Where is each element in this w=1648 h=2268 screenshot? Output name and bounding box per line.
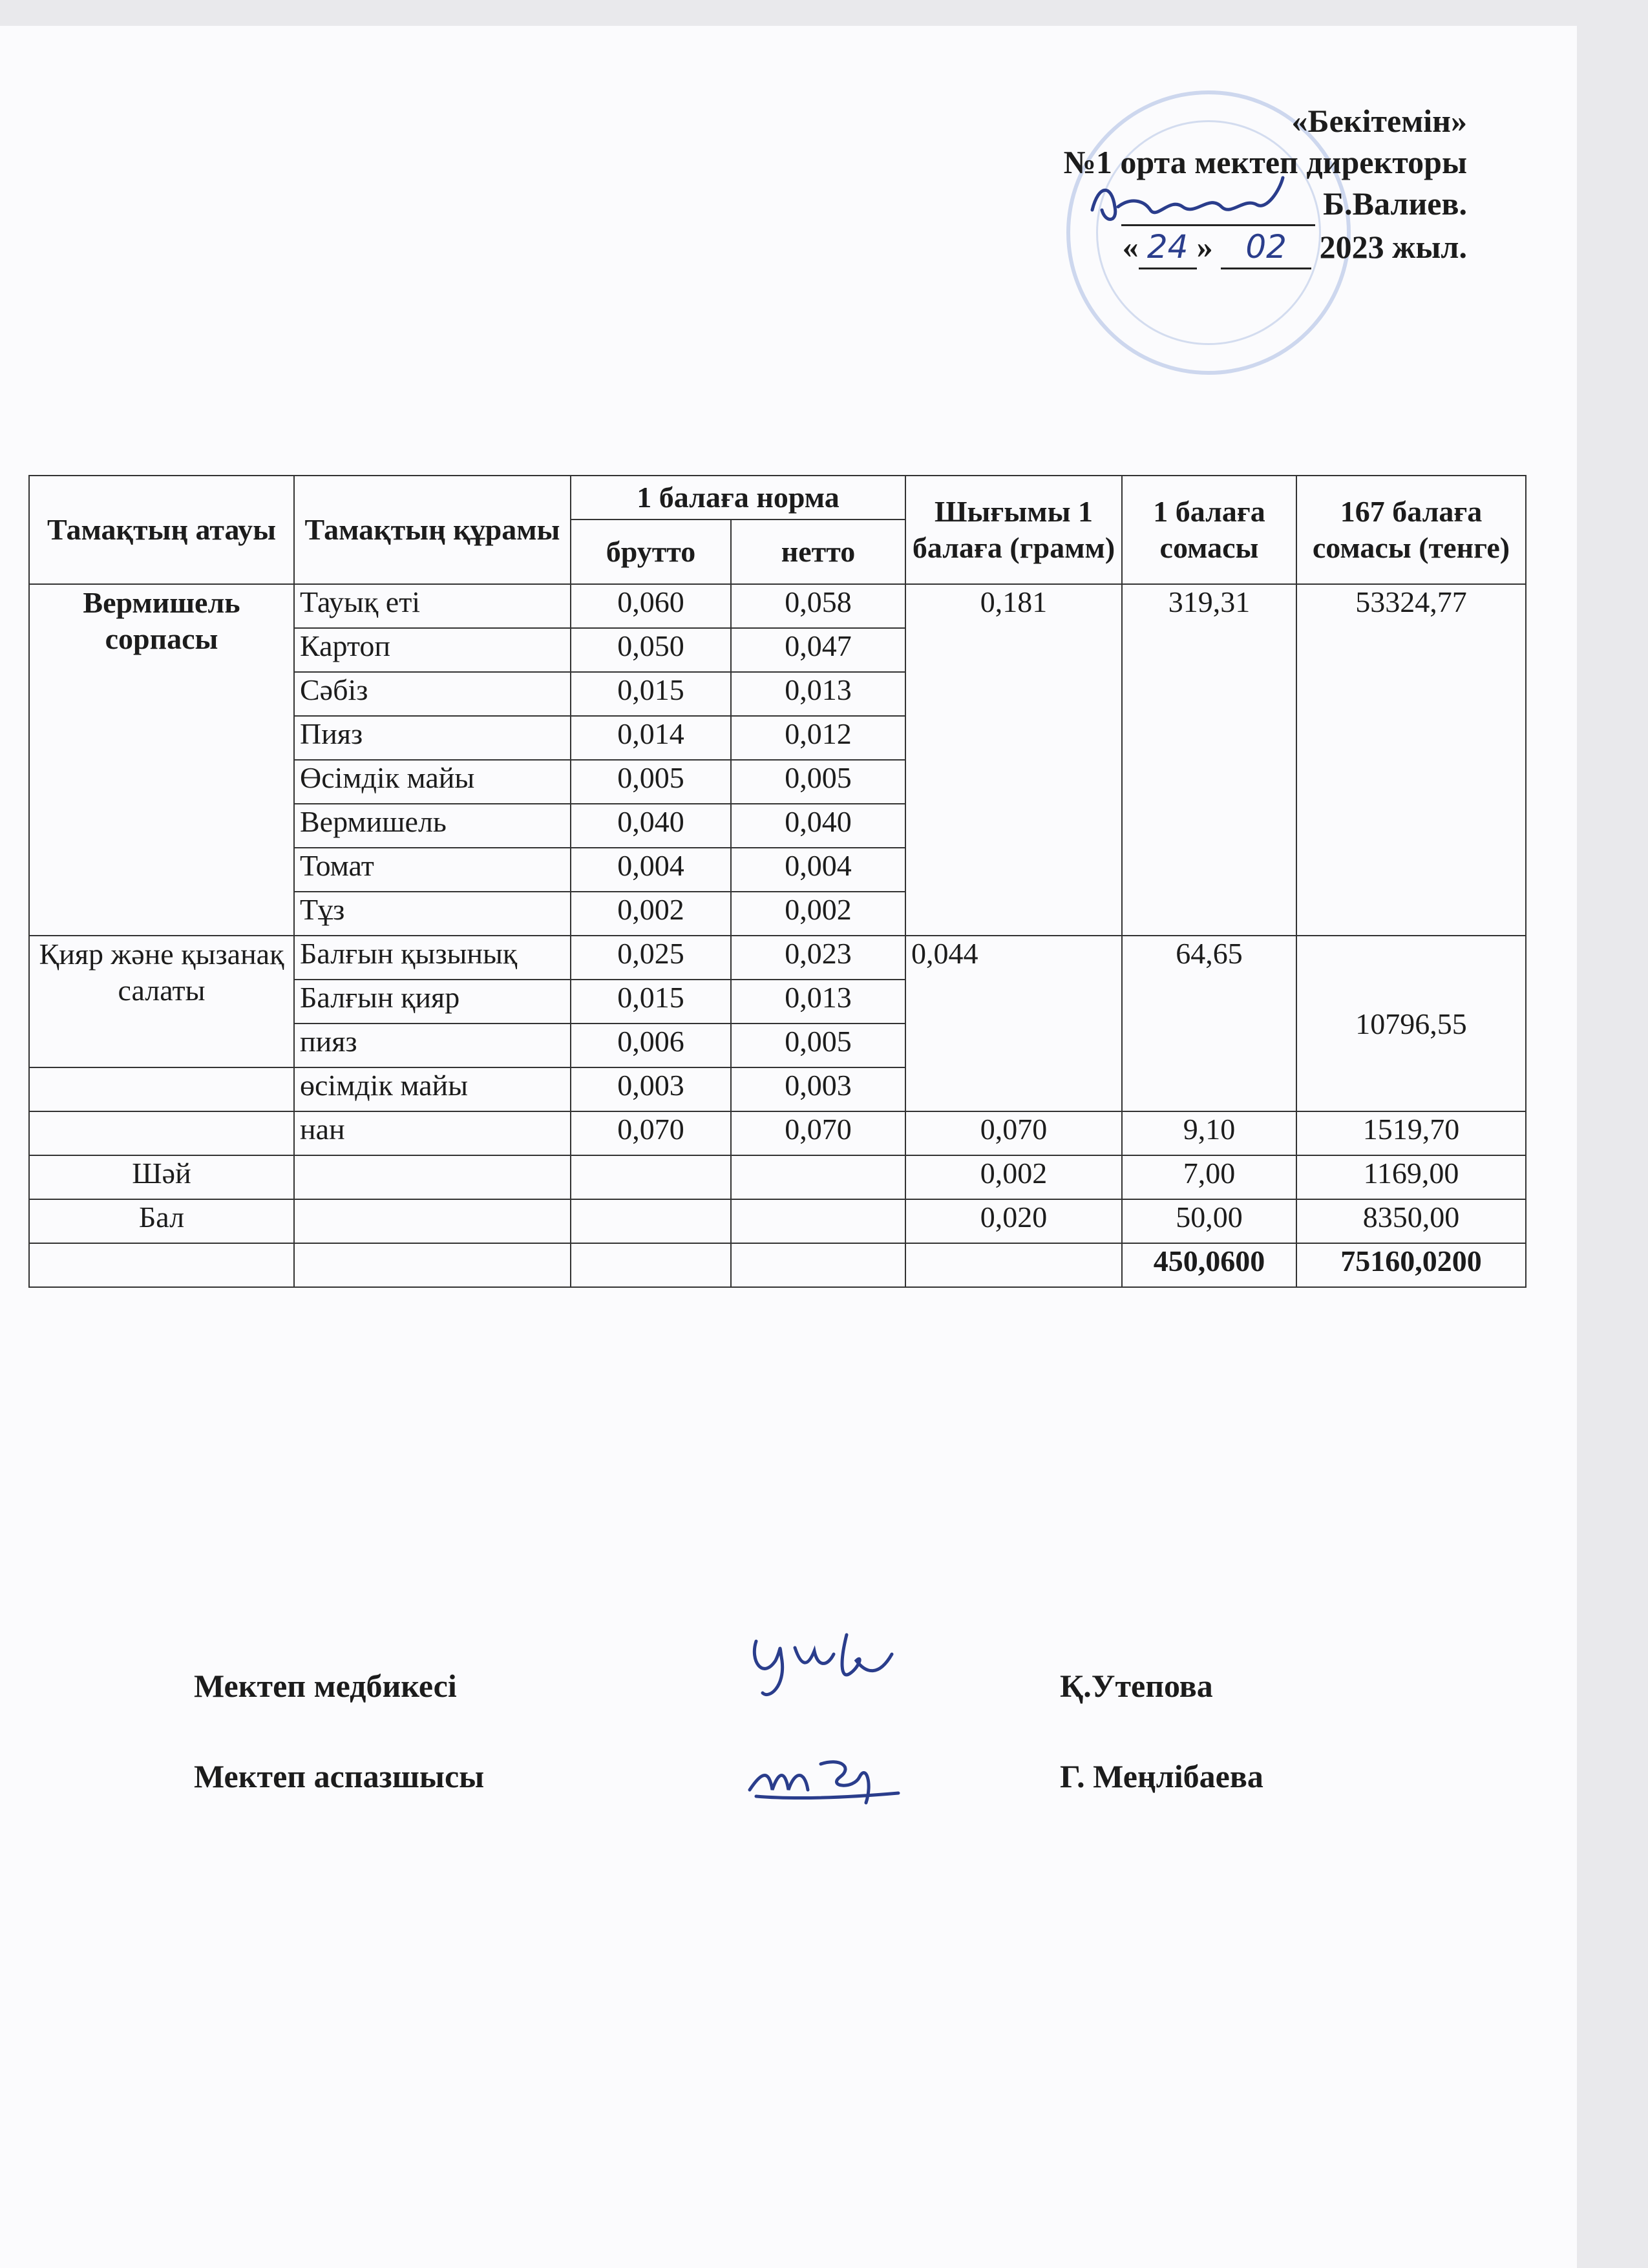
signature-blank bbox=[1121, 183, 1315, 226]
empty-cell bbox=[29, 1111, 294, 1155]
empty-cell bbox=[731, 1155, 905, 1199]
netto-value: 0,058 bbox=[731, 584, 905, 628]
per-child-value: 50,00 bbox=[1122, 1199, 1296, 1243]
approval-position: №1 орта мектеп директоры bbox=[1063, 144, 1467, 180]
header-composition: Тамақтың құрамы bbox=[294, 476, 571, 584]
per-child-value: 9,10 bbox=[1122, 1111, 1296, 1155]
cook-name: Г. Меңлібаева bbox=[1060, 1758, 1263, 1794]
ingredient-name: Тауық еті bbox=[294, 584, 571, 628]
empty-cell bbox=[571, 1199, 731, 1243]
cook-role: Мектеп аспазшысы bbox=[194, 1758, 485, 1794]
header-total-167: 167 балаға сомасы (тенге) bbox=[1296, 476, 1526, 584]
output-value: 0,020 bbox=[905, 1199, 1122, 1243]
brutto-value: 0,015 bbox=[571, 980, 731, 1024]
brutto-value: 0,006 bbox=[571, 1024, 731, 1067]
netto-value: 0,003 bbox=[731, 1067, 905, 1111]
date-year: 2023 жыл. bbox=[1319, 229, 1467, 265]
netto-value: 0,040 bbox=[731, 804, 905, 848]
netto-value: 0,004 bbox=[731, 848, 905, 892]
ingredient-name: Томат bbox=[294, 848, 571, 892]
date-month: 02 bbox=[1221, 226, 1311, 269]
cook-signature bbox=[743, 1738, 911, 1809]
netto-value: 0,005 bbox=[731, 760, 905, 804]
total-value: 10796,55 bbox=[1296, 936, 1526, 1111]
output-value: 0,044 bbox=[905, 936, 1122, 1111]
menu-table bbox=[28, 475, 1527, 1288]
per-child-value: 7,00 bbox=[1122, 1155, 1296, 1199]
ingredient-name: Балғын қияр bbox=[294, 980, 571, 1024]
dish-name: Шәй bbox=[29, 1155, 294, 1199]
dish-name: Вермишель сорпасы bbox=[29, 584, 294, 936]
table-row bbox=[29, 936, 1526, 980]
output-value: 0,070 bbox=[905, 1111, 1122, 1155]
brutto-value: 0,003 bbox=[571, 1067, 731, 1111]
header-brutto: брутто bbox=[571, 520, 731, 584]
total-value: 53324,77 bbox=[1296, 584, 1526, 936]
ingredient-name: Картоп bbox=[294, 628, 571, 672]
brutto-value: 0,005 bbox=[571, 760, 731, 804]
brutto-value: 0,014 bbox=[571, 716, 731, 760]
brutto-value: 0,015 bbox=[571, 672, 731, 716]
table-row bbox=[29, 584, 1526, 628]
netto-value: 0,012 bbox=[731, 716, 905, 760]
approval-block bbox=[885, 100, 1467, 269]
header-dish-name: Тамақтың атауы bbox=[29, 476, 294, 584]
total-value: 1519,70 bbox=[1296, 1111, 1526, 1155]
brutto-value: 0,050 bbox=[571, 628, 731, 672]
netto-value: 0,002 bbox=[731, 892, 905, 936]
brutto-value: 0,060 bbox=[571, 584, 731, 628]
header-norm: 1 балаға норма bbox=[571, 476, 905, 520]
ingredient-name: пияз bbox=[294, 1024, 571, 1067]
brutto-value: 0,002 bbox=[571, 892, 731, 936]
approval-title: «Бекітемін» bbox=[1291, 103, 1467, 139]
header-output: Шығымы 1 балаға (грамм) bbox=[905, 476, 1122, 584]
ingredient-name: Өсімдік майы bbox=[294, 760, 571, 804]
date-open-quote: « bbox=[1122, 229, 1139, 265]
empty-cell bbox=[731, 1243, 905, 1287]
nurse-signature bbox=[743, 1622, 911, 1706]
totals-row bbox=[29, 1243, 1526, 1287]
netto-value: 0,070 bbox=[731, 1111, 905, 1155]
total-per-child: 450,0600 bbox=[1122, 1243, 1296, 1287]
ingredient-name: Пияз bbox=[294, 716, 571, 760]
brutto-value: 0,070 bbox=[571, 1111, 731, 1155]
brutto-value: 0,025 bbox=[571, 936, 731, 980]
netto-value: 0,005 bbox=[731, 1024, 905, 1067]
approval-name-line bbox=[885, 183, 1467, 226]
empty-cell bbox=[29, 1067, 294, 1111]
per-child-value: 319,31 bbox=[1122, 584, 1296, 936]
total-value: 8350,00 bbox=[1296, 1199, 1526, 1243]
date-close-quote: » bbox=[1196, 229, 1213, 265]
empty-cell bbox=[905, 1243, 1122, 1287]
ingredient-name: Вермишель bbox=[294, 804, 571, 848]
ingredient-name: Балғын қызынық bbox=[294, 936, 571, 980]
nurse-role: Мектеп медбикесі bbox=[194, 1668, 457, 1704]
empty-cell bbox=[731, 1199, 905, 1243]
netto-value: 0,013 bbox=[731, 672, 905, 716]
per-child-value: 64,65 bbox=[1122, 936, 1296, 1111]
empty-cell bbox=[294, 1243, 571, 1287]
brutto-value: 0,004 bbox=[571, 848, 731, 892]
nurse-name: Қ.Утепова bbox=[1060, 1668, 1213, 1704]
output-value: 0,181 bbox=[905, 584, 1122, 936]
netto-value: 0,023 bbox=[731, 936, 905, 980]
ingredient-name: өсімдік майы bbox=[294, 1067, 571, 1111]
empty-cell bbox=[29, 1243, 294, 1287]
dish-name: Бал bbox=[29, 1199, 294, 1243]
empty-cell bbox=[294, 1155, 571, 1199]
date-day: 24 bbox=[1139, 226, 1197, 269]
header-netto: нетто bbox=[731, 520, 905, 584]
header-per-child: 1 балаға сомасы bbox=[1122, 476, 1296, 584]
approval-date bbox=[885, 226, 1467, 269]
table-row bbox=[29, 1199, 1526, 1243]
grand-total: 75160,0200 bbox=[1296, 1243, 1526, 1287]
empty-cell bbox=[571, 1155, 731, 1199]
ingredient-name: нан bbox=[294, 1111, 571, 1155]
table-row bbox=[29, 1111, 1526, 1155]
brutto-value: 0,040 bbox=[571, 804, 731, 848]
empty-cell bbox=[571, 1243, 731, 1287]
table-row bbox=[29, 1155, 1526, 1199]
dish-name: Қияр және қызанақ салаты bbox=[29, 936, 294, 1067]
total-value: 1169,00 bbox=[1296, 1155, 1526, 1199]
output-value: 0,002 bbox=[905, 1155, 1122, 1199]
director-name: Б.Валиев. bbox=[1323, 185, 1467, 222]
ingredient-name: Сәбіз bbox=[294, 672, 571, 716]
netto-value: 0,047 bbox=[731, 628, 905, 672]
netto-value: 0,013 bbox=[731, 980, 905, 1024]
ingredient-name: Тұз bbox=[294, 892, 571, 936]
empty-cell bbox=[294, 1199, 571, 1243]
